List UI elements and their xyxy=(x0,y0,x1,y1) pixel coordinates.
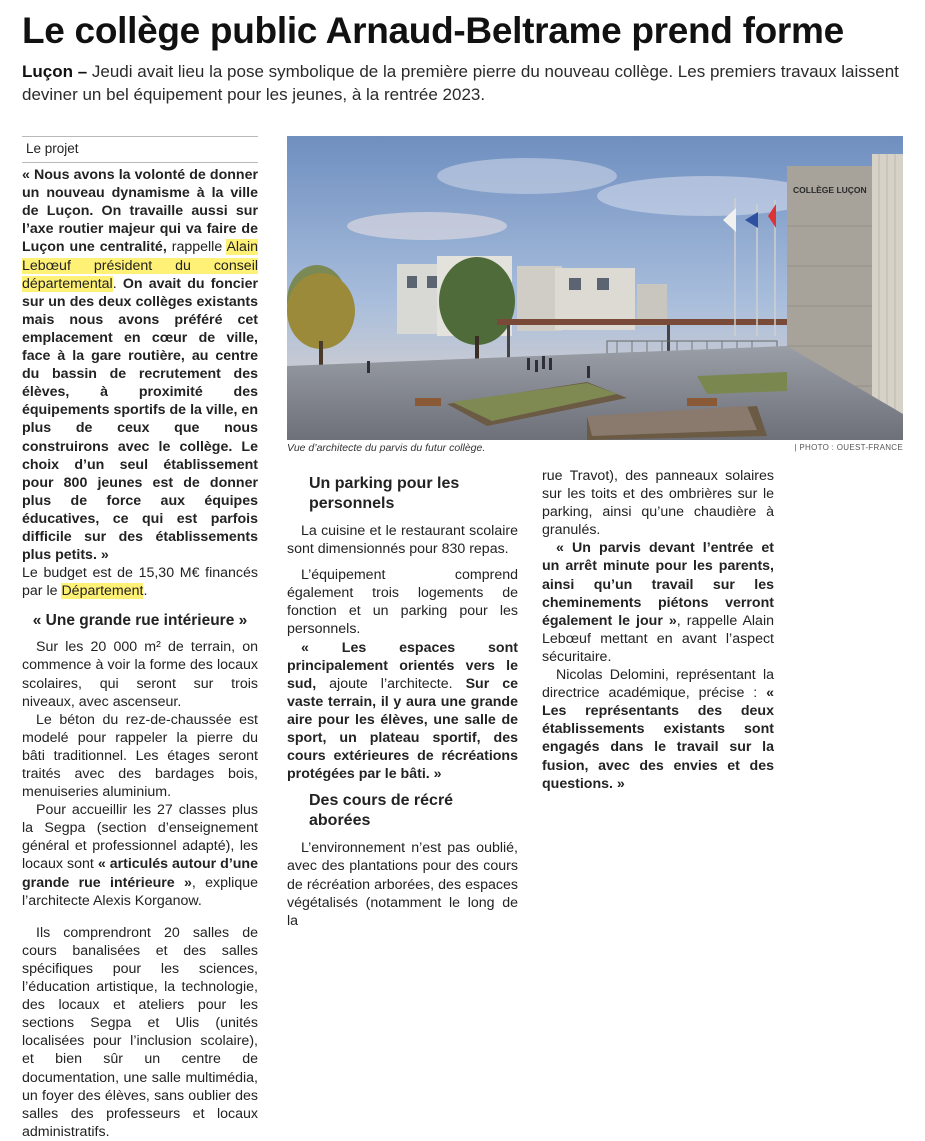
paragraph-quote-intro xyxy=(22,166,258,564)
highlighted-department: Département xyxy=(61,583,144,600)
paragraph-text: Pour accueillir les 27 classes plus la Segpa (section d’enseignement général et professionnel adapté), les locaux sont xyxy=(22,802,258,873)
quote-text: « Les représentants des deux établissements existants sont engagés dans le travail sur la fusion, avec des envies et des questions. » xyxy=(542,685,774,792)
attribution-text: Nicolas Delomini, représentant la directrice académique, précise : xyxy=(542,667,774,702)
paragraph-espaces xyxy=(287,639,518,784)
article-column-2 xyxy=(287,474,518,930)
subheading-cours-recre: Des cours de récré aborées xyxy=(309,792,454,830)
paragraph-parvis xyxy=(542,539,774,666)
architect-rendering-photo xyxy=(287,136,903,440)
paragraph-text: , explique l’architecte Alexis Korganow. xyxy=(22,874,259,909)
paragraph-terrain: Sur les 20 000 m² de terrain, on commence à voir la forme des locaux scolaires, qui seront sur trois niveaux, avec ascenseur. xyxy=(22,639,258,710)
quote-text: On avait du foncier sur un des deux collèges existants mais nous avons préféré cet emplacement en cœur de ville, face à la gare routière, au centre du bassin de recrutement des élèves, à proximité des équipements sportifs de la ville, en plus de ceux que nous construirons avec le collège. Le choix d’un seul établissement pour 800 jeunes est de donner plus de force aux équipes éducatives, ce qui est parfois difficile sur des établissements plus petits. » xyxy=(22,275,259,564)
attribution-text: rappelle xyxy=(166,239,227,256)
paragraph-delomini xyxy=(542,666,774,793)
quote-text: « Les espaces sont principalement orientés vers le sud, xyxy=(287,639,518,692)
paragraph-budget xyxy=(22,564,258,600)
quote-text: « Nous avons la volonté de donner un nouveau dynamisme à la ville de Luçon. On travaille aussi sur l’axe routier majeur qui va faire de Luçon une centralité, xyxy=(22,167,258,256)
rendering-illustration xyxy=(287,136,903,440)
highlighted-name: Alain Lebœuf président du conseil départemental xyxy=(22,239,258,292)
article-headline: Le collège public Arnaud-Beltrame prend forme xyxy=(22,10,844,51)
photo-credit: | PHOTO : OUEST-FRANCE xyxy=(794,443,903,452)
attribution-text: , rappelle Alain Lebœuf mettant en avant l’aspect sécuritaire. xyxy=(542,612,774,665)
article-column-1 xyxy=(22,136,258,1141)
column-rule xyxy=(22,162,258,163)
spacer xyxy=(22,910,258,924)
paragraph-salles: Ils comprendront 20 salles de cours banalisées et des salles spécifiques pour les sciences, l’éducation artistique, la technologie, des locaux et ateliers pour les sections Segpa et Ulis (unités localisées pour l’inclusion scolaire), et bien sûr un centre de documentation, une salle multimédia, un foyer des élèves, sans oublier des salles des professeurs et locaux administratifs. xyxy=(22,924,258,1140)
quote-text: « Un parvis devant l’entrée et un arrêt minute pour les parents, ainsi qu’un travail sur les cheminements piétons verront également le jour » xyxy=(542,540,774,629)
section-kicker: Le projet xyxy=(26,141,79,156)
quote-text: « articulés autour d’une grande rue intérieure » xyxy=(22,856,258,891)
attribution-text: ajoute l’architecte. xyxy=(316,675,466,692)
paragraph-panneaux: rue Travot), des panneaux solaires sur les toits et des ombrières sur le parking, ainsi qu’une chaudière à granulés. xyxy=(542,468,774,539)
subheading-parking: Un parking pour les personnels xyxy=(309,475,460,512)
punctuation: . xyxy=(112,275,123,292)
paragraph-cuisine: La cuisine et le restaurant scolaire sont dimensionnés pour 830 repas. xyxy=(287,523,518,558)
column-rule xyxy=(22,136,258,137)
budget-text: Le budget est de 15,30 M€ financés par le xyxy=(22,565,258,600)
subheading-rue-interieure: « Une grande rue intérieure » xyxy=(32,612,248,630)
dateline-city: Luçon – xyxy=(22,62,88,81)
paragraph-equipement: L’équipement comprend également trois logements de fonction et un parking pour les personnels. xyxy=(287,567,518,638)
paragraph-classes xyxy=(22,801,258,910)
photo-caption-bar xyxy=(287,442,903,456)
punctuation: . xyxy=(143,583,148,600)
paragraph-beton: Le béton du rez-de-chaussée est modelé pour rappeler la pierre du bâti traditionnel. Les étages seront traités avec des bardages bois, menuiseries aluminium. xyxy=(22,711,258,801)
photo-caption: Vue d’architecte du parvis du futur collège. xyxy=(287,442,486,454)
article-column-3 xyxy=(542,467,774,793)
standfirst-text: Jeudi avait lieu la pose symbolique de la première pierre du nouveau collège. Les premiers travaux laissent deviner un bel équipement pour les jeunes, à la rentrée 2023. xyxy=(22,62,899,104)
article-standfirst xyxy=(22,60,902,106)
paragraph-environnement: L’environnement n’est pas oublié, avec des plantations pour des cours de récréation arborées, des espaces végétalisés (notamment le long de la xyxy=(287,840,518,929)
building-sign-text: COLLÈGE LUÇON xyxy=(793,185,867,195)
spacer xyxy=(287,558,518,566)
quote-text: Sur ce vaste terrain, il y aura une grande aire pour les élèves, une salle de sport, un plateau sportif, des cours extérieures de récréations protégées par le bâti. » xyxy=(287,675,518,783)
